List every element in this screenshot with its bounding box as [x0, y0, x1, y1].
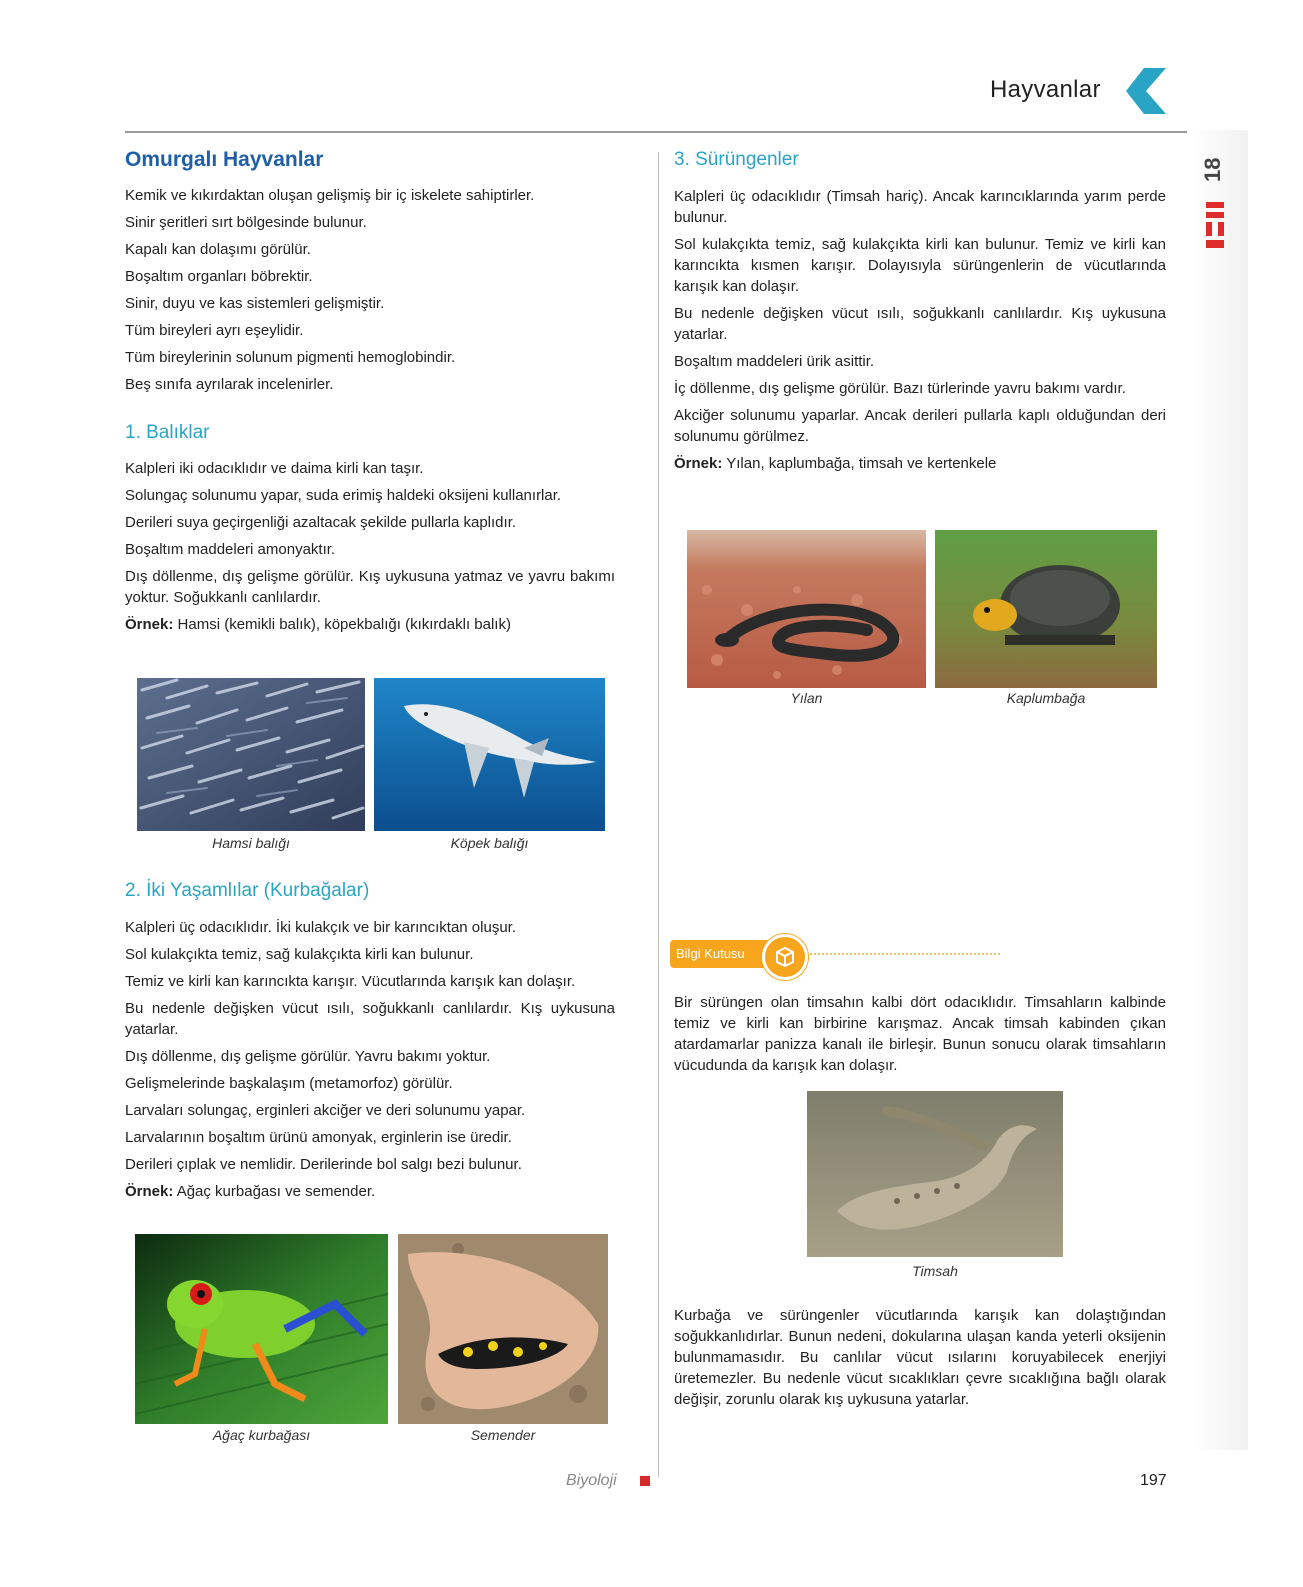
intro-line: Beş sınıfa ayrılarak incelenirler. [125, 376, 334, 393]
reptile-line: Bu nedenle değişken vücut ısılı, soğukkanlı canlılardır. Kış uykusuna yatarlar. [674, 305, 1166, 343]
intro-line: Boşaltım organları böbrektir. [125, 268, 313, 285]
info-box-text: Bir sürüngen olan timsahın kalbi dört odacıklıdır. Timsahların kalbinde temiz ve kirli kan birbirine karışmaz. Ancak timsah kabinden çıkan atardamarlar panizza kanalı ile birleşir. Bunun sonucu olarak timsahların vücudunda da karışık kan dolaşır. [674, 994, 1166, 1074]
amphibians-text [125, 917, 615, 1208]
amphibian-line: Bu nedenle değişken vücut ısılı, soğukkanlı canlılardır. Kış uykusuna yatarlar. [125, 1000, 615, 1038]
fish-line: Dış döllenme, dış gelişme görülür. Kış uykusuna yatmaz ve yavru bakımı yoktur. Soğukkanlı canlılardır. [125, 568, 615, 606]
caption-salamander: Semender [470, 1427, 536, 1443]
caption-shark: Köpek balığı [450, 835, 529, 851]
info-box-header [670, 934, 1010, 974]
closing-paragraph: Kurbağa ve sürüngenler vücutlarında karışık kan dolaştığından soğukkanlıdırlar. Bunun nedeni, dokularına ulaşan kanda yeterli oksijenin bulunmamasıdır. Bu canlılar vücut ısılarını koruyabilecek enerjiyi üretemezler. Bu nedenle vücut sıcaklıkları çevre sıcaklığına bağlı olarak değişir, zorunlu olarak kış uykusuna yatarlar. [674, 1307, 1166, 1408]
side-strip [1192, 130, 1248, 1450]
chapter-title: Hayvanlar [990, 76, 1101, 103]
caption-tree-frog: Ağaç kurbağası [212, 1427, 311, 1443]
caption-anchovy: Hamsi balığı [212, 835, 290, 851]
amphibian-line: Larvaları solungaç, erginleri akciğer ve deri solunumu yapar. [125, 1102, 526, 1119]
intro-line: Tüm bireyleri ayrı eşeylidir. [125, 322, 304, 339]
example-label: Örnek: [674, 455, 723, 472]
shark-photo [374, 678, 605, 831]
amphibian-example [125, 1181, 615, 1202]
info-box-label: Bilgi Kutusu [670, 940, 786, 968]
caption-snake: Yılan [790, 690, 823, 706]
reptiles-text [674, 186, 1166, 474]
amphibian-line: Sol kulakçıkta temiz, sağ kulakçıkta kirli kan bulunur. [125, 946, 474, 963]
fish-title: 1. Balıklar [125, 422, 210, 443]
reptiles-title: 3. Sürüngenler [674, 149, 799, 170]
amphibian-line: Gelişmelerinde başkalaşım (metamorfoz) görülür. [125, 1075, 453, 1092]
example-text: Ağaç kurbağası ve semender. [173, 1183, 376, 1200]
anchovy-photo [137, 678, 365, 831]
example-label: Örnek: [125, 1183, 174, 1200]
tree-frog-photo [135, 1234, 388, 1424]
chevron-left-icon [1126, 68, 1168, 114]
intro-list [125, 185, 615, 401]
intro-line: Sinir, duyu ve kas sistemleri gelişmiştir. [125, 295, 385, 312]
amphibian-line: Temiz ve kirli kan karıncıkta karışır. Vücutlarında karışık kan dolaşır. [125, 973, 576, 990]
amphibian-line: Dış döllenme, dış gelişme görülür. Yavru bakımı yoktur. [125, 1048, 491, 1065]
section-title: Omurgalı Hayvanlar [125, 148, 324, 171]
intro-line: Kemik ve kıkırdaktan oluşan gelişmiş bir iç iskelete sahiptirler. [125, 187, 535, 204]
amphibian-line: Derileri çıplak ve nemlidir. Derilerinde bol salgı bezi bulunur. [125, 1156, 522, 1173]
side-number: 18 [1200, 157, 1225, 183]
caption-turtle: Kaplumbağa [1006, 690, 1086, 706]
info-box-icon [762, 934, 808, 980]
turtle-photo [935, 530, 1157, 688]
intro-line: Sinir şeritleri sırt bölgesinde bulunur. [125, 214, 367, 231]
reptile-line: Boşaltım maddeleri ürik asittir. [674, 353, 875, 370]
fish-line: Solungaç solunumu yapar, suda erimiş haldeki oksijeni kullanırlar. [125, 487, 562, 504]
fish-line: Kalpleri iki odacıklıdır ve daima kirli kan taşır. [125, 460, 424, 477]
column-divider [658, 152, 659, 1477]
box-icon [765, 937, 805, 977]
fish-text [125, 458, 615, 641]
example-label: Örnek: [125, 616, 174, 633]
amphibian-line: Larvalarının boşaltım ürünü amonyak, erginlerin ise üredir. [125, 1129, 512, 1146]
amphibian-line: Kalpleri üç odacıklıdır. İki kulakçık ve bir karıncıktan oluşur. [125, 919, 517, 936]
reptile-line: Akciğer solunumu yaparlar. Ancak derileri pullarla kaplı olduğundan deri solunumu görülmez. [674, 407, 1166, 445]
reptile-line: Kalpleri üç odacıklıdır (Timsah hariç). Ancak karıncıklarında yarım perde bulunur. [674, 188, 1166, 226]
example-text: Yılan, kaplumbağa, timsah ve kertenkele [722, 455, 997, 472]
footer-subject: Biyoloji [566, 1472, 617, 1489]
example-text: Hamsi (kemikli balık), köpekbalığı (kıkırdaklı balık) [173, 616, 511, 633]
intro-line: Kapalı kan dolaşımı görülür. [125, 241, 311, 258]
reptile-line: İç döllenme, dış gelişme görülür. Bazı türlerinde yavru bakımı vardır. [674, 380, 1126, 397]
snake-photo [687, 530, 926, 688]
footer-marker [640, 1476, 650, 1486]
amphibians-title: 2. İki Yaşamlılar (Kurbağalar) [125, 880, 370, 901]
fish-line: Boşaltım maddeleri amonyaktır. [125, 541, 336, 558]
reptile-example [674, 453, 1166, 474]
info-box-dots [810, 953, 1000, 955]
intro-line: Tüm bireylerinin solunum pigmenti hemoglobindir. [125, 349, 456, 366]
caption-crocodile: Timsah [912, 1263, 958, 1279]
salamander-photo [398, 1234, 608, 1424]
fish-example [125, 614, 615, 635]
crocodile-photo [807, 1091, 1063, 1257]
reptile-line: Sol kulakçıkta temiz, sağ kulakçıkta kirli kan bulunur. Temiz ve kirli kan karıncıkta kısmen karışır. Dolayısıyla sürüngenlerin de vücutlarında karışık kan dolaşır. [674, 236, 1166, 295]
fish-line: Derileri suya geçirgenliği azaltacak şekilde pullarla kaplıdır. [125, 514, 517, 531]
page-number: 197 [1140, 1472, 1167, 1489]
header-divider [125, 131, 1187, 133]
